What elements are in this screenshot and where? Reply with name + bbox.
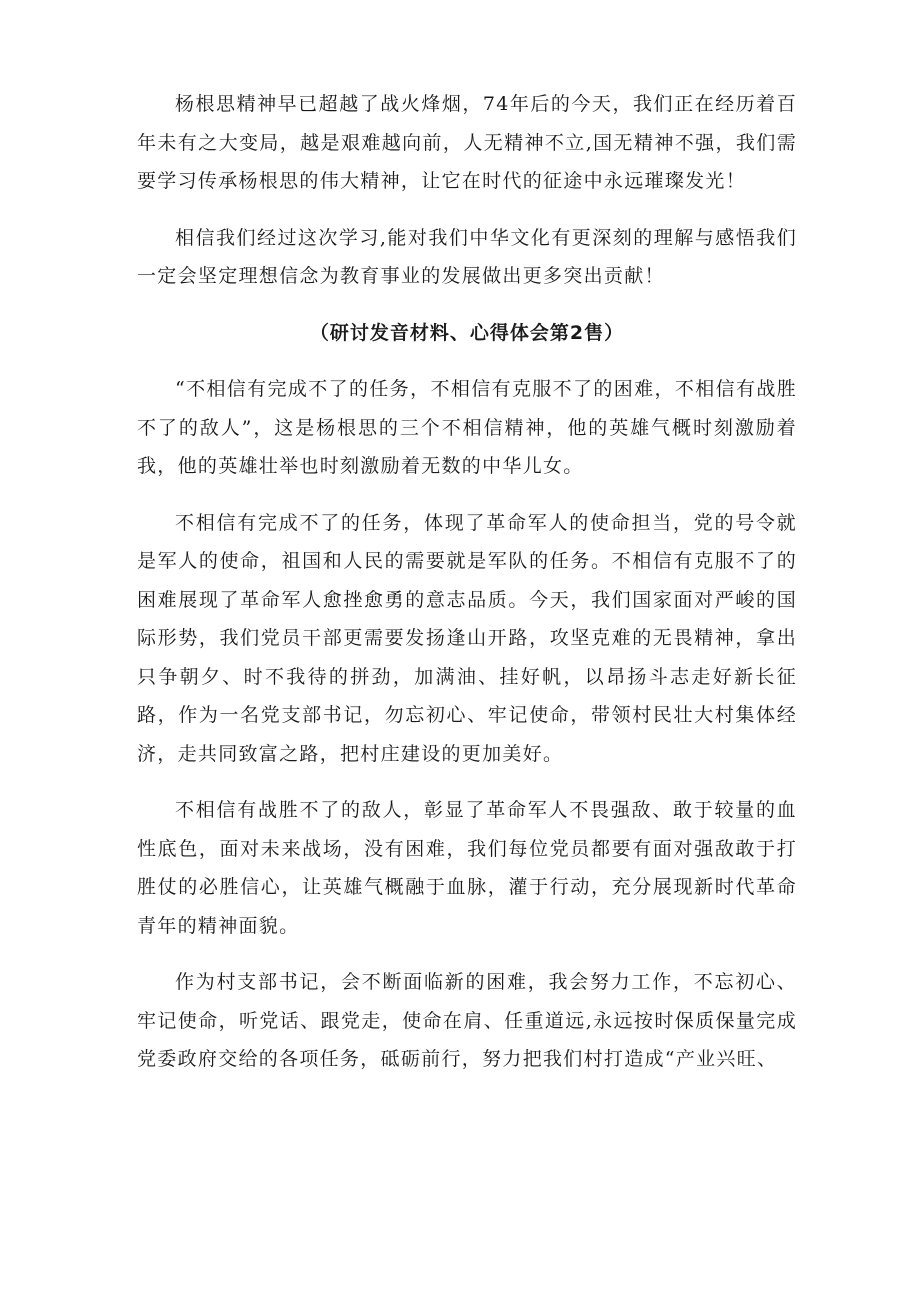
paragraph-village-secretary: 作为村支部书记，会不断面临新的困难，我会努力工作，不忘初心、牢记使命，听党话、跟党走，使命在肩、任重道远,永远按时保质保量完成党委政府交给的各项任务，砥砺前行，努力把我们村打造成“产业兴旺、 <box>137 971 797 1070</box>
document-body <box>137 85 797 1097</box>
paragraph-fearless-enemy: 不相信有战胜不了的敌人，彰显了革命军人不畏强敌、敢于较量的血性底色，面对未来战场，没有困难，我们每位党员都要有面对强敌敢于打胜仗的必胜信心，让英雄气概融于血脉，灌于行动，充分展现新时代革命青年的精神面貌。 <box>137 799 797 937</box>
paragraph-learning-belief: 相信我们经过这次学习,能对我们中华文化有更深刻的理解与感悟我们一定会坚定理想信念为教育事业的发展做出更多突出贡献！ <box>137 226 797 287</box>
paragraph-spirit-transcends: 杨根思精神早已超越了战火烽烟，74年后的今天，我们正在经历着百年未有之大变局，越是艰难越向前，人无精神不立,国无精神不强，我们需要学习传承杨根思的伟大精神，让它在时代的征途中永远璀璨发光！ <box>137 93 797 192</box>
paragraph-mission-responsibility: 不相信有完成不了的任务，体现了革命军人的使命担当，党的号令就是军人的使命，祖国和人民的需要就是军队的任务。不相信有克服不了的困难展现了革命军人愈挫愈勇的意志品质。今天，我们国家面对严峻的国际形势，我们党员干部更需要发扬逢山开路，攻坚克难的无畏精神，拿出只争朝夕、时不我待的拼劲，加满油、挂好帆，以昂扬斗志走好新长征路，作为一名党支部书记，勿忘初心、牢记使命，带领村民壮大村集体经济，走共同致富之路，把村庄建设的更加美好。 <box>137 511 797 765</box>
paragraph-three-disbeliefs: “不相信有完成不了的任务，不相信有克服不了的困难，不相信有战胜不了的敌人”，这是杨根思的三个不相信精神，他的英雄气概时刻激励着我，他的英雄壮举也时刻激励着无数的中华儿女。 <box>137 378 797 477</box>
section-heading: （研讨发音材料、心得体会第2售） <box>309 321 625 344</box>
